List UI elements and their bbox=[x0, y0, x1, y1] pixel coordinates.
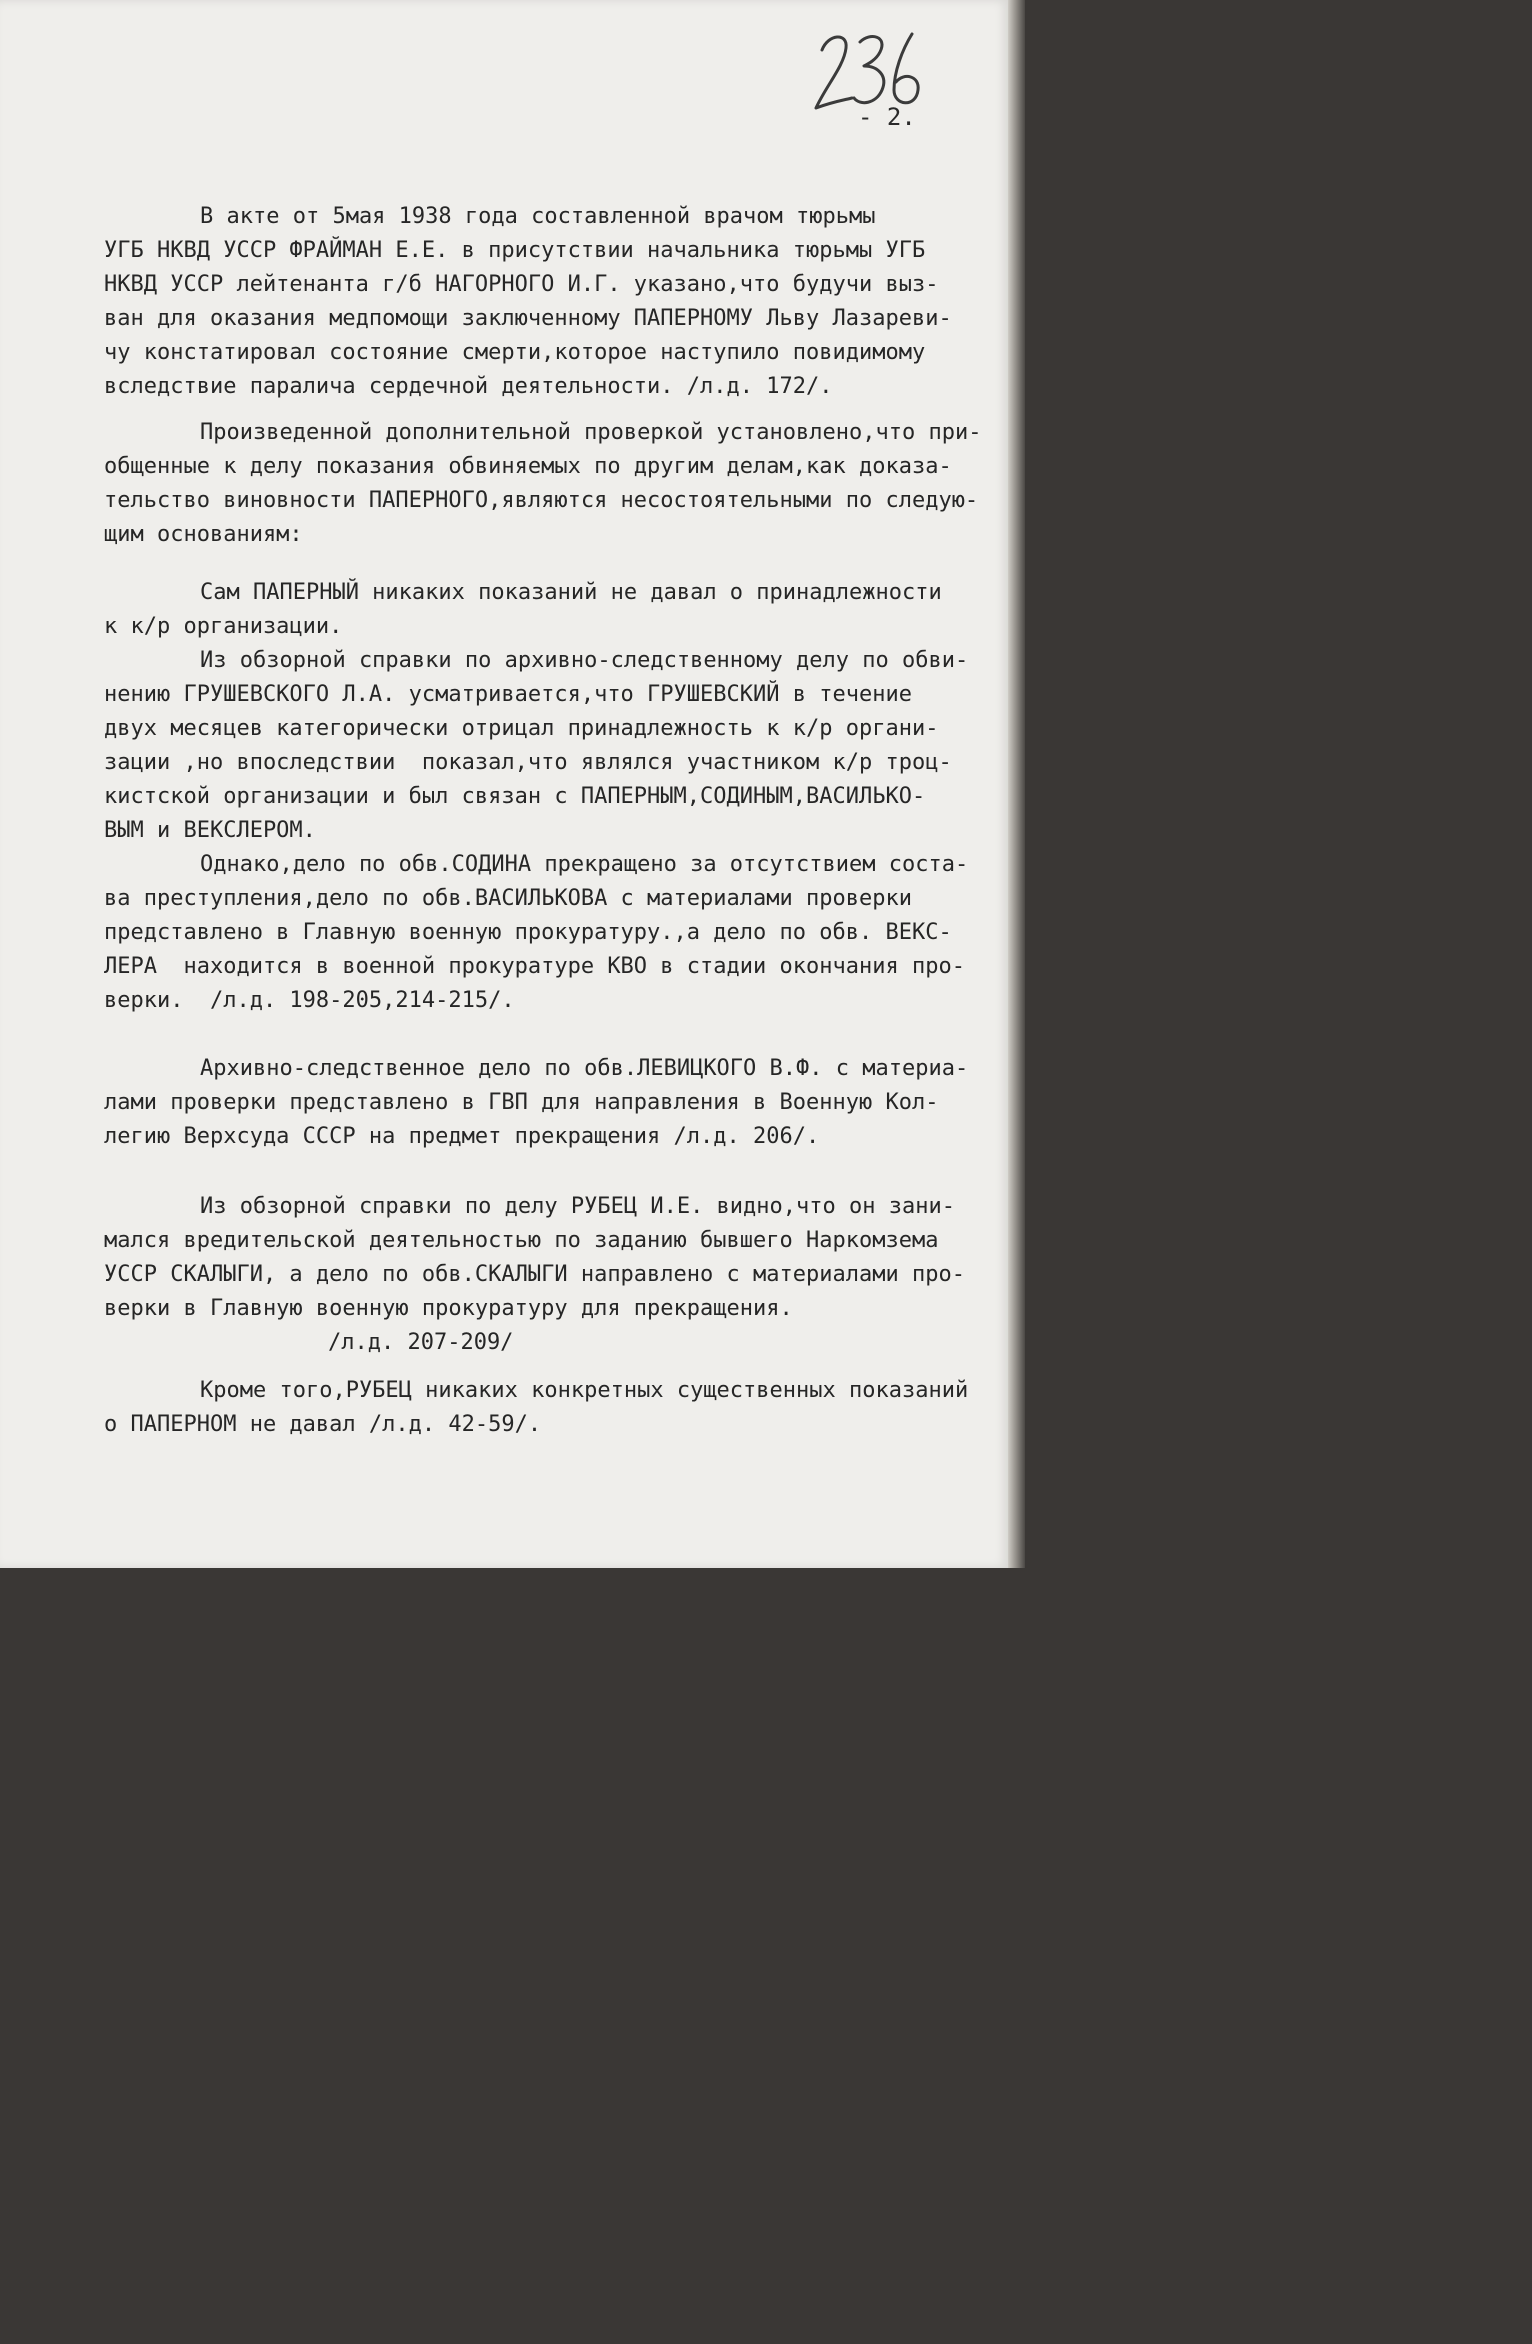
text-line: нению ГРУШЕВСКОГО Л.А. усматривается,что ГРУШЕВСКИЙ в течение bbox=[104, 682, 912, 707]
document-page bbox=[0, 0, 1010, 1568]
text-line: Из обзорной справки по архивно-следственному делу по обви- bbox=[200, 648, 969, 673]
text-line: Однако,дело по обв.СОДИНА прекращено за отсутствием соста- bbox=[200, 852, 969, 877]
text-line: ВЫМ и ВЕКСЛЕРОМ. bbox=[104, 818, 316, 843]
text-line: вследствие паралича сердечной деятельности. /л.д. 172/. bbox=[104, 374, 833, 399]
text-line: двух месяцев категорически отрицал принадлежность к к/р органи- bbox=[104, 716, 939, 741]
text-line: кистской организации и был связан с ПАПЕРНЫМ,СОДИНЫМ,ВАСИЛЬКО- bbox=[104, 784, 926, 809]
text-line: о ПАПЕРНОМ не давал /л.д. 42-59/. bbox=[104, 1412, 542, 1437]
text-line: тельство виновности ПАПЕРНОГО,являются несостоятельными по следую- bbox=[104, 488, 979, 513]
text-line: мался вредительской деятельностью по заданию бывшего Наркомзема bbox=[104, 1228, 939, 1253]
text-line: НКВД УССР лейтенанта г/б НАГОРНОГО И.Г. указано,что будучи выз- bbox=[104, 272, 939, 297]
text-line: В акте от 5мая 1938 года составленной врачом тюрьмы bbox=[200, 204, 876, 229]
text-line: зации ,но впоследствии показал,что являлся участником к/р троц- bbox=[104, 750, 952, 775]
page-number: - 2. bbox=[858, 103, 916, 131]
text-line: Из обзорной справки по делу РУБЕЦ И.Е. видно,что он зани- bbox=[200, 1194, 955, 1219]
page-edge bbox=[1008, 0, 1025, 1568]
text-line: Кроме того,РУБЕЦ никаких конкретных существенных показаний bbox=[200, 1378, 969, 1403]
text-line: лами проверки представлено в ГВП для направления в Военную Кол- bbox=[104, 1090, 939, 1115]
text-line: /л.д. 207-209/ bbox=[328, 1330, 514, 1355]
text-line: УГБ НКВД УССР ФРАЙМАН Е.Е. в присутствии начальника тюрьмы УГБ bbox=[104, 238, 926, 263]
text-line: ван для оказания медпомощи заключенному ПАПЕРНОМУ Льву Лазареви- bbox=[104, 306, 952, 331]
text-line: ЛЕРА находится в военной прокуратуре КВО в стадии окончания про- bbox=[104, 954, 965, 979]
text-line: чу констатировал состояние смерти,которое наступило повидимому bbox=[104, 340, 926, 365]
text-line: верки в Главную военную прокуратуру для прекращения. bbox=[104, 1296, 793, 1321]
text-line: общенные к делу показания обвиняемых по другим делам,как доказа- bbox=[104, 454, 952, 479]
text-line: представлено в Главную военную прокуратуру.,а дело по обв. ВЕКС- bbox=[104, 920, 952, 945]
text-line: ва преступления,дело по обв.ВАСИЛЬКОВА с материалами проверки bbox=[104, 886, 912, 911]
text-line: Произведенной дополнительной проверкой установлено,что при- bbox=[200, 420, 982, 445]
text-line: верки. /л.д. 198-205,214-215/. bbox=[104, 988, 515, 1013]
text-line: щим основаниям: bbox=[104, 522, 303, 547]
text-line: легию Верхсуда СССР на предмет прекращения /л.д. 206/. bbox=[104, 1124, 820, 1149]
text-line: к к/р организации. bbox=[104, 614, 343, 639]
text-line: Архивно-следственное дело по обв.ЛЕВИЦКОГО В.Ф. с материа- bbox=[200, 1056, 969, 1081]
text-line: Сам ПАПЕРНЫЙ никаких показаний не давал о принадлежности bbox=[200, 580, 942, 605]
text-line: УССР СКАЛЫГИ, а дело по обв.СКАЛЫГИ направлено с материалами про- bbox=[104, 1262, 965, 1287]
